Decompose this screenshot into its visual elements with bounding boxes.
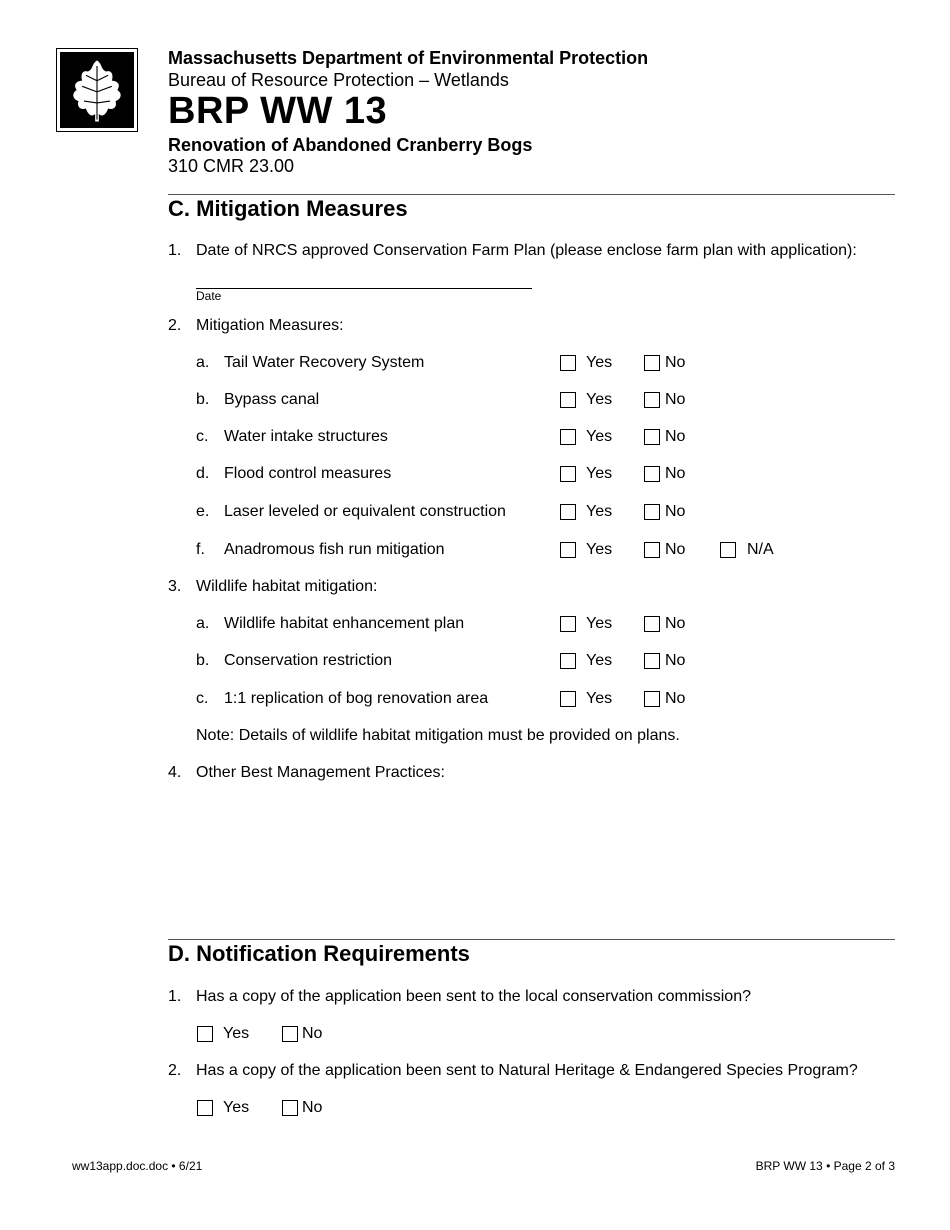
section-c-title: C. Mitigation Measures (168, 196, 408, 221)
item-label: Anadromous fish run mitigation (224, 541, 445, 558)
no-label: No (665, 503, 686, 520)
yes-label: Yes (586, 354, 613, 371)
no-checkbox[interactable] (282, 1026, 298, 1042)
no-label: No (302, 1025, 323, 1042)
no-checkbox[interactable] (282, 1100, 298, 1116)
no-checkbox[interactable] (644, 429, 660, 445)
yes-label: Yes (586, 465, 613, 482)
no-checkbox[interactable] (644, 392, 660, 408)
yes-checkbox[interactable] (560, 355, 576, 371)
no-checkbox[interactable] (644, 466, 660, 482)
no-label: No (665, 690, 686, 707)
d1-number: 1. (168, 988, 182, 1005)
dep-logo (56, 48, 138, 132)
yes-label: Yes (586, 690, 613, 707)
oak-leaf-icon (60, 52, 134, 128)
yes-label: Yes (586, 541, 613, 558)
item-label: Laser leveled or equivalent construction (224, 503, 506, 520)
yes-checkbox[interactable] (560, 653, 576, 669)
form-title: Renovation of Abandoned Cranberry Bogs (168, 135, 533, 155)
form-id: BRP WW 13 (168, 90, 388, 132)
item-letter: c. (196, 428, 209, 445)
no-checkbox[interactable] (644, 542, 660, 558)
c1-question: Date of NRCS approved Conservation Farm Plan (please enclose farm plan with application): (196, 242, 857, 259)
no-checkbox[interactable] (644, 691, 660, 707)
yes-checkbox[interactable] (197, 1100, 213, 1116)
yes-checkbox[interactable] (560, 392, 576, 408)
no-checkbox[interactable] (644, 616, 660, 632)
no-label: No (665, 652, 686, 669)
item-letter: d. (196, 465, 210, 482)
c4-question: Other Best Management Practices: (196, 764, 445, 781)
yes-checkbox[interactable] (560, 504, 576, 520)
na-label: N/A (747, 541, 774, 558)
item-label: Water intake structures (224, 428, 388, 445)
no-label: No (665, 465, 686, 482)
no-label: No (665, 541, 686, 558)
no-label: No (665, 391, 686, 408)
item-label: Conservation restriction (224, 652, 393, 669)
item-letter: f. (196, 541, 205, 558)
yes-checkbox[interactable] (560, 542, 576, 558)
yes-label: Yes (586, 503, 613, 520)
item-label: Bypass canal (224, 391, 320, 408)
item-letter: b. (196, 391, 210, 408)
d1-question: Has a copy of the application been sent to the local conservation commission? (196, 988, 751, 1005)
date-input-line[interactable] (196, 288, 532, 289)
yes-label: Yes (586, 652, 613, 669)
d2-question: Has a copy of the application been sent to Natural Heritage & Endangered Species Program? (196, 1062, 858, 1079)
c3-note: Note: Details of wildlife habitat mitigation must be provided on plans. (196, 727, 680, 744)
item-label: Wildlife habitat enhancement plan (224, 615, 465, 632)
c3-question: Wildlife habitat mitigation: (196, 578, 378, 595)
footer-page-number: BRP WW 13 • Page 2 of 3 (755, 1159, 895, 1173)
section-divider (168, 194, 895, 195)
yes-label: Yes (223, 1099, 250, 1116)
c3-number: 3. (168, 578, 182, 595)
item-letter: e. (196, 503, 210, 520)
no-label: No (665, 615, 686, 632)
item-letter: b. (196, 652, 210, 669)
item-label: 1:1 replication of bog renovation area (224, 690, 489, 707)
section-divider (168, 939, 895, 940)
item-label: Flood control measures (224, 465, 392, 482)
no-label: No (665, 428, 686, 445)
no-checkbox[interactable] (644, 653, 660, 669)
yes-label: Yes (586, 615, 613, 632)
yes-checkbox[interactable] (560, 691, 576, 707)
other-bmp-text-area[interactable] (196, 788, 895, 928)
item-letter: a. (196, 354, 210, 371)
c2-number: 2. (168, 317, 182, 334)
no-label: No (665, 354, 686, 371)
department-name: Massachusetts Department of Environmental Protection (168, 48, 649, 68)
yes-checkbox[interactable] (560, 429, 576, 445)
yes-checkbox[interactable] (560, 616, 576, 632)
na-checkbox[interactable] (720, 542, 736, 558)
yes-label: Yes (586, 428, 613, 445)
yes-label: Yes (223, 1025, 250, 1042)
yes-checkbox[interactable] (197, 1026, 213, 1042)
no-checkbox[interactable] (644, 355, 660, 371)
no-label: No (302, 1099, 323, 1116)
no-checkbox[interactable] (644, 504, 660, 520)
c2-question: Mitigation Measures: (196, 317, 344, 334)
regulation-ref: 310 CMR 23.00 (168, 156, 295, 176)
section-d-title: D. Notification Requirements (168, 941, 470, 966)
c1-number: 1. (168, 242, 182, 259)
c4-number: 4. (168, 764, 182, 781)
bureau-name: Bureau of Resource Protection – Wetlands (168, 70, 509, 90)
item-letter: c. (196, 690, 209, 707)
footer-file-name: ww13app.doc.doc • 6/21 (72, 1159, 203, 1173)
item-letter: a. (196, 615, 210, 632)
d2-number: 2. (168, 1062, 182, 1079)
date-label: Date (196, 289, 222, 303)
yes-label: Yes (586, 391, 613, 408)
yes-checkbox[interactable] (560, 466, 576, 482)
item-label: Tail Water Recovery System (224, 354, 425, 371)
